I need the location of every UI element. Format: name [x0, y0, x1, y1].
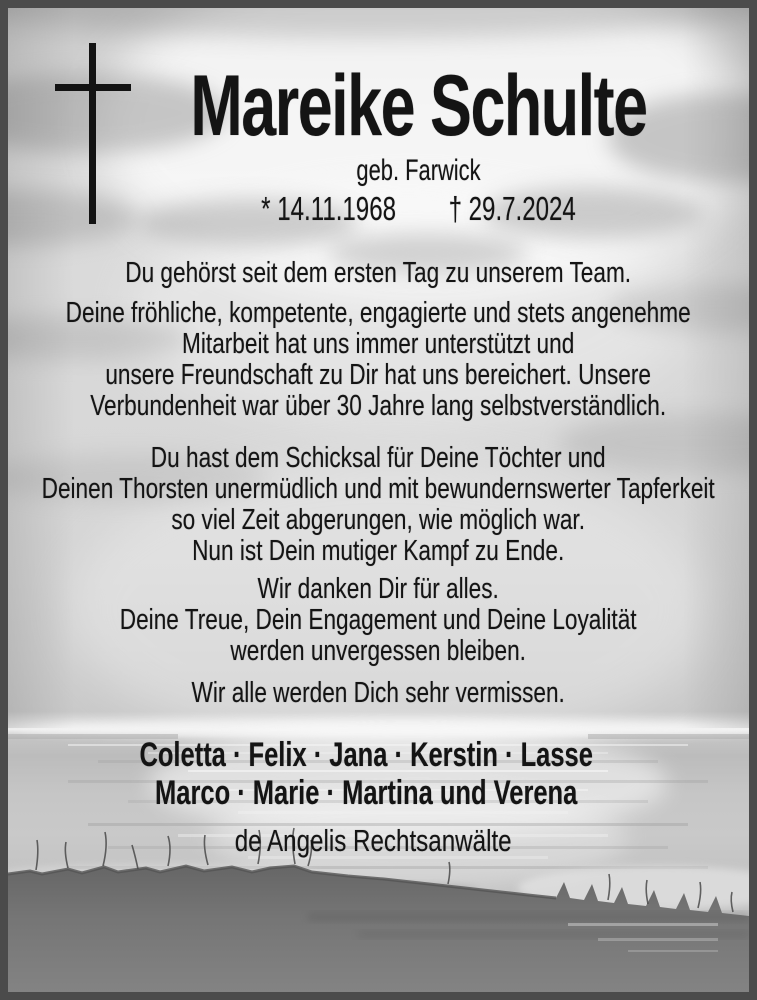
- paragraph-line: Nun ist Dein mutiger Kampf zu Ende.: [192, 535, 565, 567]
- cross-vertical-bar: [89, 43, 96, 224]
- header: [177, 58, 660, 227]
- paragraph-line: Wir alle werden Dich sehr vermissen.: [191, 677, 566, 709]
- obituary-paragraph: [8, 678, 749, 709]
- paragraph-line: Deinen Thorsten unermüdlich und mit bewundernswerter Tapferkeit: [41, 473, 716, 505]
- paragraph-line: Du gehörst seit dem ersten Tag zu unserem Team.: [125, 257, 632, 289]
- obituary-paragraph: [8, 298, 749, 422]
- mourners-line-1: Coletta · Felix · Jana · Kerstin · Lasse: [139, 736, 594, 774]
- paragraph-line: so viel Zeit abgerungen, wie möglich war.: [171, 504, 586, 536]
- paragraph-line: Deine fröhliche, kompetente, engagierte und stets angenehme: [66, 297, 691, 329]
- paragraph-line: Mitarbeit hat uns immer unterstützt und: [182, 328, 575, 360]
- photo-area: [8, 8, 749, 992]
- obituary-paragraph: [8, 443, 749, 567]
- paragraph-line: Verbundenheit war über 30 Jahre lang selbstverständlich.: [90, 390, 667, 422]
- birth-name: geb. Farwick: [356, 154, 481, 187]
- paragraph-line: Deine Treue, Dein Engagement und Deine Loyalität: [120, 604, 637, 636]
- obituary-paragraph: [8, 574, 749, 667]
- mourners-line-2: Marco · Marie · Martina und Verena: [155, 774, 578, 812]
- obituary-paragraph: [8, 258, 749, 289]
- death-date: † 29.7.2024: [448, 190, 576, 227]
- life-dates: [177, 191, 660, 226]
- notice-content: [8, 8, 749, 992]
- mourners: [8, 736, 742, 812]
- birth-date: * 14.11.1968: [261, 190, 397, 227]
- paragraph-line: unsere Freundschaft zu Dir hat uns bereichert. Unsere: [105, 359, 652, 391]
- paragraph-line: werden unvergessen bleiben.: [230, 635, 527, 667]
- signature-line: de Angelis Rechtsanwälte: [235, 823, 512, 858]
- cross-horizontal-bar: [55, 84, 131, 91]
- deceased-name: Mareike Schulte: [190, 58, 647, 154]
- paragraph-line: Du hast dem Schicksal für Deine Töchter und: [151, 442, 606, 474]
- paragraph-line: Wir danken Dir für alles.: [257, 573, 500, 605]
